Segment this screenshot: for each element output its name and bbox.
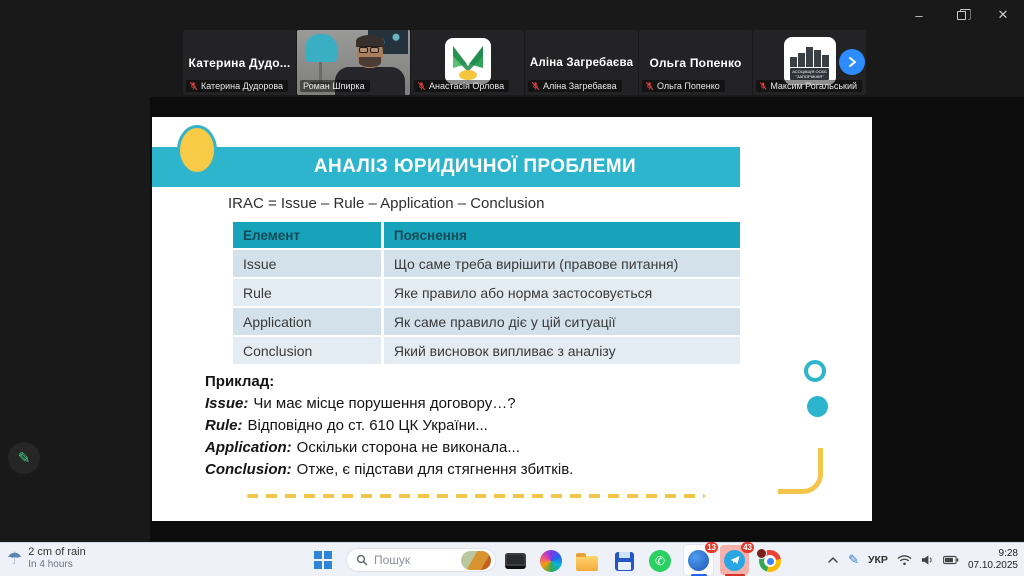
table-cell: Як саме правило діє у цій ситуації bbox=[384, 306, 740, 335]
mic-off-icon bbox=[417, 81, 426, 91]
chrome-notification-dot bbox=[756, 548, 767, 559]
mic-off-icon bbox=[645, 81, 654, 91]
participant-tile[interactable] bbox=[183, 30, 296, 95]
lamp bbox=[305, 34, 337, 62]
table-cell: Що саме треба вирішити (правове питання) bbox=[384, 248, 740, 277]
mic-off-icon bbox=[189, 81, 198, 91]
notification-badge: 43 bbox=[743, 543, 752, 552]
participant-name-label: Катерина Дудорова bbox=[186, 80, 288, 92]
telegram-icon bbox=[724, 550, 745, 571]
battery-icon[interactable] bbox=[943, 555, 959, 565]
search-icon bbox=[356, 554, 368, 566]
slide-title-bar bbox=[152, 147, 740, 187]
table-header-cell: Пояснення bbox=[384, 222, 740, 248]
buildings-logo-icon bbox=[790, 45, 829, 67]
decor-corner-bracket bbox=[778, 448, 823, 494]
chrome-icon bbox=[759, 550, 781, 572]
irac-table bbox=[233, 222, 740, 364]
example-line: Rule: Відповідно до ст. 610 ЦК України... bbox=[205, 417, 488, 434]
slide-title: АНАЛІЗ ЮРИДИЧНОЇ ПРОБЛЕМИ bbox=[313, 156, 637, 177]
decor-yellow-circle bbox=[177, 125, 217, 175]
participant-tile[interactable] bbox=[411, 30, 524, 95]
mic-off-icon bbox=[531, 81, 540, 91]
table-cell: Rule bbox=[233, 277, 384, 306]
example-heading: Приклад: bbox=[205, 373, 275, 390]
system-tray bbox=[827, 543, 1024, 576]
messenger-icon bbox=[688, 550, 709, 571]
example-line: Issue: Чи має місце порушення договору…? bbox=[205, 395, 516, 412]
taskbar-app-chrome[interactable] bbox=[757, 548, 783, 574]
participant-name-label: Анастасія Орлова bbox=[414, 80, 509, 92]
participant-name-label: Аліна Загребаєва bbox=[528, 80, 622, 92]
example-line: Conclusion: Отже, є підстави для стягнення збитків. bbox=[205, 461, 574, 478]
search-box[interactable] bbox=[346, 548, 496, 572]
table-cell: Який висновок випливає з аналізу bbox=[384, 335, 740, 364]
table-row bbox=[233, 248, 740, 277]
rain-umbrella-icon: ☂ bbox=[7, 548, 23, 568]
taskbar-app-save[interactable] bbox=[611, 548, 637, 574]
weather-line2: In 4 hours bbox=[28, 559, 73, 570]
decor-ring bbox=[804, 360, 826, 382]
taskbar-app-explorer[interactable] bbox=[574, 548, 600, 574]
copilot-icon bbox=[540, 550, 562, 572]
taskbar-app-telegram[interactable] bbox=[720, 543, 752, 575]
floppy-disk-icon bbox=[615, 552, 634, 571]
taskbar-app-messenger[interactable] bbox=[684, 543, 716, 575]
next-participants-button[interactable] bbox=[839, 49, 865, 75]
example-line: Application: Оскільки сторона не виконала... bbox=[205, 439, 520, 456]
table-header-row bbox=[233, 222, 740, 248]
participant-name-label: Максим Рогальський bbox=[756, 80, 862, 92]
participant-tile-active-speaker[interactable] bbox=[297, 30, 410, 95]
speaker-icon[interactable] bbox=[921, 554, 934, 566]
whatsapp-icon: ✆ bbox=[649, 550, 671, 572]
table-row bbox=[233, 277, 740, 306]
clock[interactable] bbox=[968, 548, 1018, 572]
table-row bbox=[233, 335, 740, 364]
slide-subtitle: IRAC = Issue – Rule – Application – Conclusion bbox=[228, 195, 545, 212]
participant-name-label: Ольга Попенко bbox=[642, 80, 725, 92]
chevron-right-icon bbox=[846, 56, 858, 68]
taskbar-app-dark[interactable] bbox=[502, 548, 528, 574]
close-button[interactable]: ✕ bbox=[997, 7, 1009, 22]
time: 9:28 bbox=[998, 548, 1018, 559]
participant-display-name: Ольга Попенко bbox=[649, 55, 742, 70]
participant-display-name: Аліна Загребаєва bbox=[529, 56, 634, 69]
window-controls bbox=[898, 0, 1024, 30]
minimize-button[interactable]: – bbox=[915, 7, 923, 23]
restore-button[interactable] bbox=[940, 0, 982, 30]
table-cell: Conclusion bbox=[233, 335, 384, 364]
language-indicator[interactable]: УКР bbox=[867, 554, 888, 566]
search-highlight-image bbox=[461, 551, 491, 570]
hidden-icons-chevron[interactable] bbox=[827, 556, 839, 564]
decor-dot bbox=[807, 396, 828, 417]
pencil-icon: ✎ bbox=[17, 450, 31, 467]
date: 07.10.2025 bbox=[967, 560, 1018, 571]
wifi-icon[interactable] bbox=[897, 554, 912, 566]
org-logo-icon bbox=[445, 38, 491, 84]
annotate-button[interactable] bbox=[8, 442, 40, 474]
table-cell: Яке правило або норма застосовується bbox=[384, 277, 740, 306]
decor-dashed-line bbox=[247, 494, 705, 498]
example-block bbox=[205, 371, 573, 481]
avatar: АСОЦІАЦІЯ ОСББ "ЗАПОРІЖЖЯ" bbox=[784, 37, 836, 85]
participant-tile[interactable] bbox=[525, 30, 638, 95]
table-cell: Issue bbox=[233, 248, 384, 277]
dark-app-icon bbox=[505, 553, 526, 569]
start-button[interactable] bbox=[314, 551, 332, 569]
participant-name-label: Роман Шпирка bbox=[300, 80, 370, 92]
table-cell: Application bbox=[233, 306, 384, 335]
table-header-cell: Елемент bbox=[233, 222, 384, 248]
folder-icon bbox=[576, 556, 598, 571]
weather-widget[interactable] bbox=[7, 546, 86, 571]
avatar bbox=[445, 38, 491, 84]
participant-strip bbox=[183, 30, 866, 95]
presentation-slide bbox=[152, 117, 872, 521]
screen-share-stage bbox=[150, 97, 1024, 541]
participant-tile[interactable] bbox=[639, 30, 752, 95]
table-row bbox=[233, 306, 740, 335]
weather-line1: 2 cm of rain bbox=[28, 546, 86, 558]
notification-badge: 13 bbox=[707, 543, 716, 552]
restore-icon bbox=[957, 11, 966, 20]
glasses bbox=[359, 46, 381, 52]
mic-off-icon bbox=[759, 81, 767, 91]
taskbar-app-whatsapp[interactable] bbox=[647, 548, 673, 574]
pen-tray-icon[interactable]: ✎ bbox=[848, 552, 859, 567]
participant-display-name: Катерина Дудо... bbox=[188, 55, 291, 70]
taskbar bbox=[0, 542, 1024, 576]
taskbar-app-copilot[interactable] bbox=[538, 548, 564, 574]
search-placeholder: Пошук bbox=[374, 553, 411, 567]
